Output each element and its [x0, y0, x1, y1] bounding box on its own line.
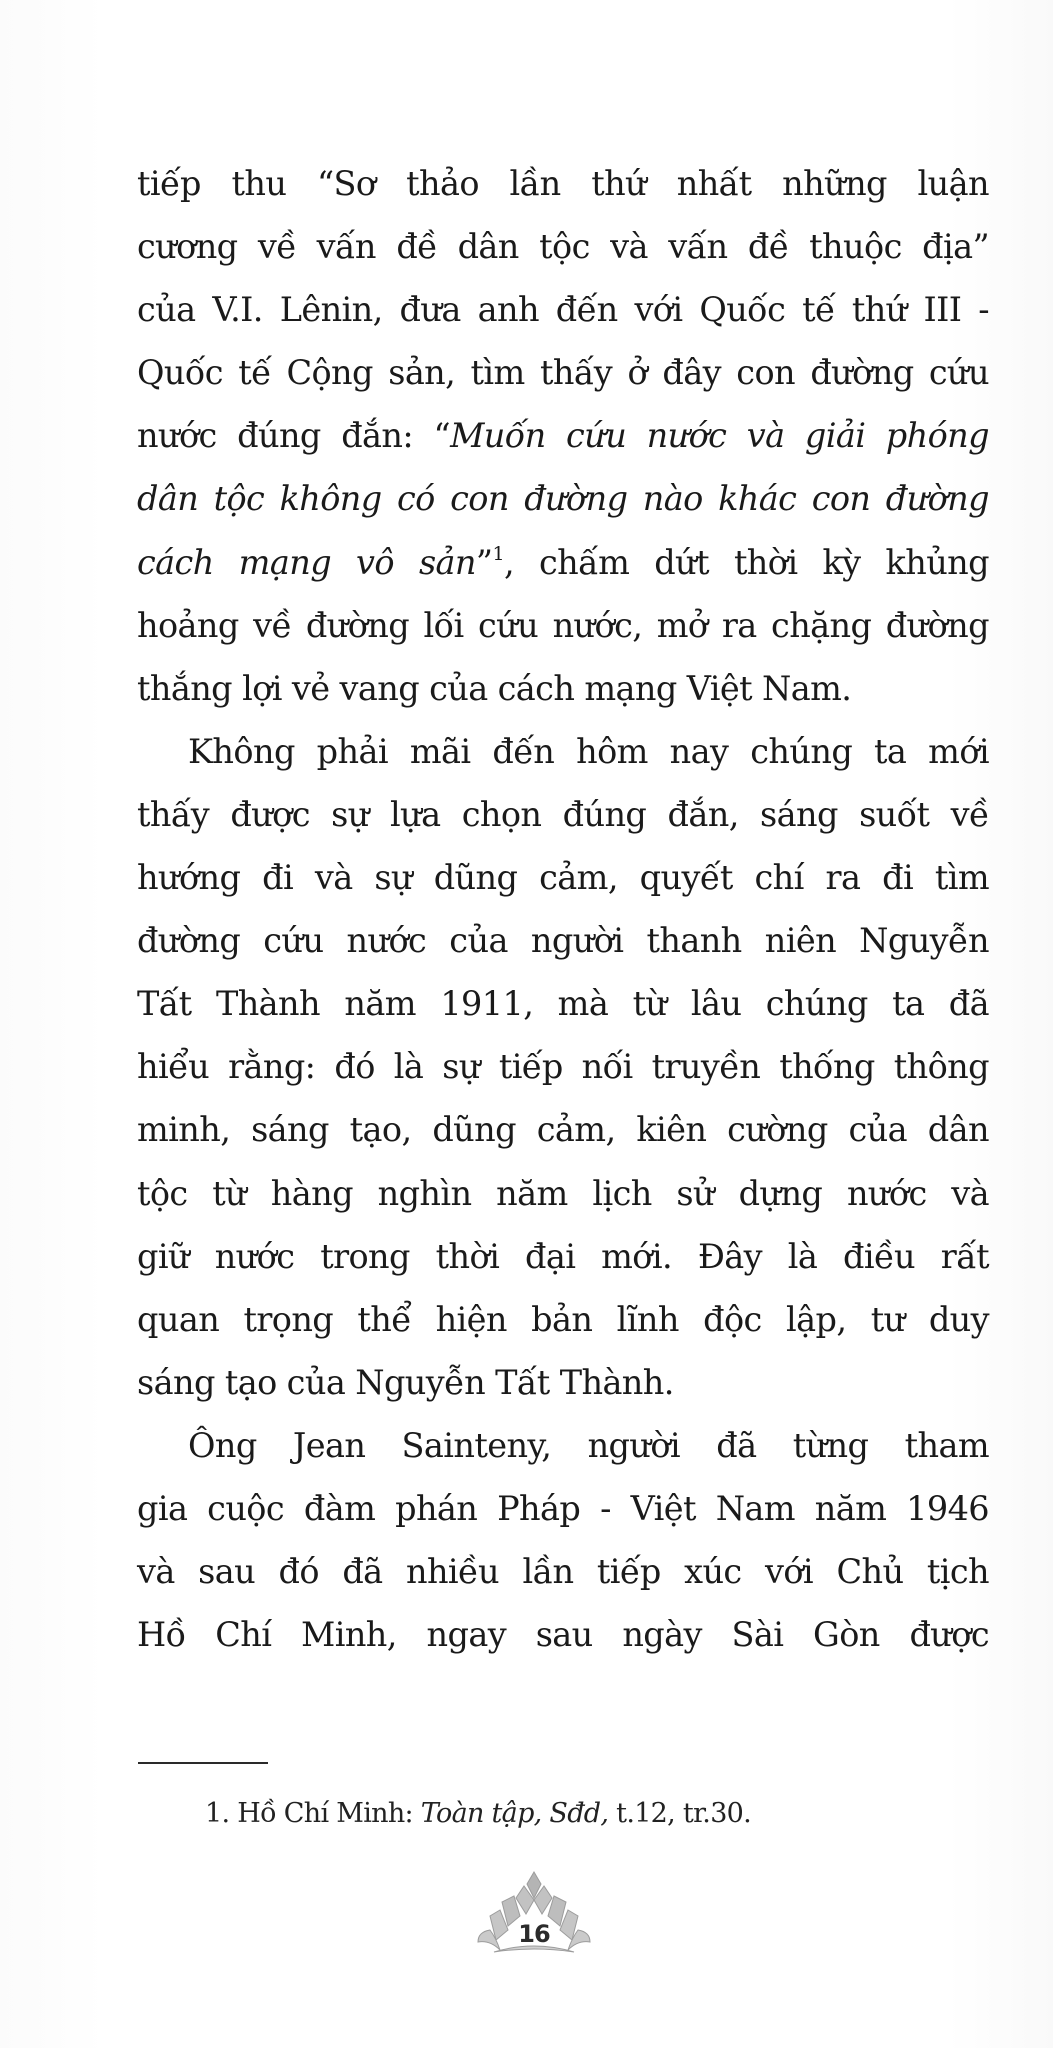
text-line	[137, 1098, 989, 1161]
text-segment: ”	[475, 542, 493, 582]
italic-quote-text: Muốn cứu nước và giải phóng	[450, 416, 989, 456]
text-line	[137, 783, 989, 846]
text-line	[137, 1035, 989, 1098]
page-number: 16	[518, 1920, 550, 1948]
text-line	[137, 215, 989, 278]
footnote-divider	[138, 1762, 268, 1764]
text-segment: hiểu rằng: đó là sự tiếp nối truyền thống thông	[137, 1047, 989, 1087]
footnote	[205, 1798, 751, 1829]
body-text	[137, 152, 989, 1666]
footnote-reference: 1	[492, 542, 504, 565]
text-line	[137, 278, 989, 341]
text-segment: thấy được sự lựa chọn đúng đắn, sáng suốt về	[137, 794, 989, 834]
page-number-ornament	[474, 1870, 594, 1960]
text-segment: hướng đi và sự dũng cảm, quyết chí ra đi tìm	[137, 858, 989, 898]
text-segment: Ông Jean Sainteny, người đã từng tham	[188, 1425, 989, 1465]
text-line	[137, 1603, 989, 1666]
text-segment: của V.I. Lênin, đưa anh đến với Quốc tế thứ III -	[137, 290, 989, 330]
text-line	[137, 1414, 989, 1477]
text-line	[137, 720, 989, 783]
text-segment: , chấm dứt thời kỳ khủng	[503, 542, 989, 582]
text-line	[137, 341, 989, 404]
footnote-prefix: 1. Hồ Chí Minh:	[205, 1798, 421, 1829]
text-segment: thắng lợi vẻ vang của cách mạng Việt Nam.	[137, 668, 852, 708]
text-segment: hoảng về đường lối cứu nước, mở ra chặng đường	[137, 605, 989, 645]
footnote-title: Toàn tập, Sđd,	[420, 1798, 609, 1829]
text-line	[137, 152, 989, 215]
italic-quote-text: cách mạng vô sản	[137, 542, 476, 582]
text-segment: giữ nước trong thời đại mới. Đây là điều rất	[137, 1236, 989, 1276]
text-line	[137, 657, 989, 720]
text-segment: gia cuộc đàm phán Pháp - Việt Nam năm 1946	[137, 1488, 989, 1528]
footnote-suffix: t.12, tr.30.	[608, 1798, 752, 1829]
text-line	[137, 1288, 989, 1351]
text-line	[137, 1477, 989, 1540]
text-line	[137, 531, 989, 594]
text-segment: Không phải mãi đến hôm nay chúng ta mới	[188, 731, 989, 771]
text-line	[137, 467, 989, 530]
text-line	[137, 846, 989, 909]
text-segment: tộc từ hàng nghìn năm lịch sử dựng nước và	[137, 1173, 989, 1213]
text-segment: Quốc tế Cộng sản, tìm thấy ở đây con đường cứu	[137, 353, 989, 393]
text-segment: cương về vấn đề dân tộc và vấn đề thuộc địa”	[137, 227, 989, 267]
text-line	[137, 1351, 989, 1414]
text-segment: sáng tạo của Nguyễn Tất Thành.	[137, 1362, 674, 1402]
text-segment: đường cứu nước của người thanh niên Nguyễn	[137, 921, 989, 961]
text-line	[137, 404, 989, 467]
text-line	[137, 1162, 989, 1225]
text-line	[137, 1540, 989, 1603]
text-segment: Tất Thành năm 1911, mà từ lâu chúng ta đã	[137, 984, 989, 1024]
text-line	[137, 1225, 989, 1288]
text-line	[137, 909, 989, 972]
text-segment: tiếp thu “Sơ thảo lần thứ nhất những luận	[137, 164, 989, 203]
text-segment: nước đúng đắn: “	[137, 416, 451, 456]
text-line	[137, 972, 989, 1035]
text-segment: Hồ Chí Minh, ngay sau ngày Sài Gòn được	[137, 1615, 989, 1655]
text-segment: và sau đó đã nhiều lần tiếp xúc với Chủ tịch	[137, 1552, 989, 1592]
text-line	[137, 594, 989, 657]
text-segment: quan trọng thể hiện bản lĩnh độc lập, tư duy	[137, 1299, 989, 1339]
text-segment: minh, sáng tạo, dũng cảm, kiên cường của dân	[137, 1110, 989, 1150]
italic-quote-text: dân tộc không có con đường nào khác con đường	[137, 479, 989, 519]
